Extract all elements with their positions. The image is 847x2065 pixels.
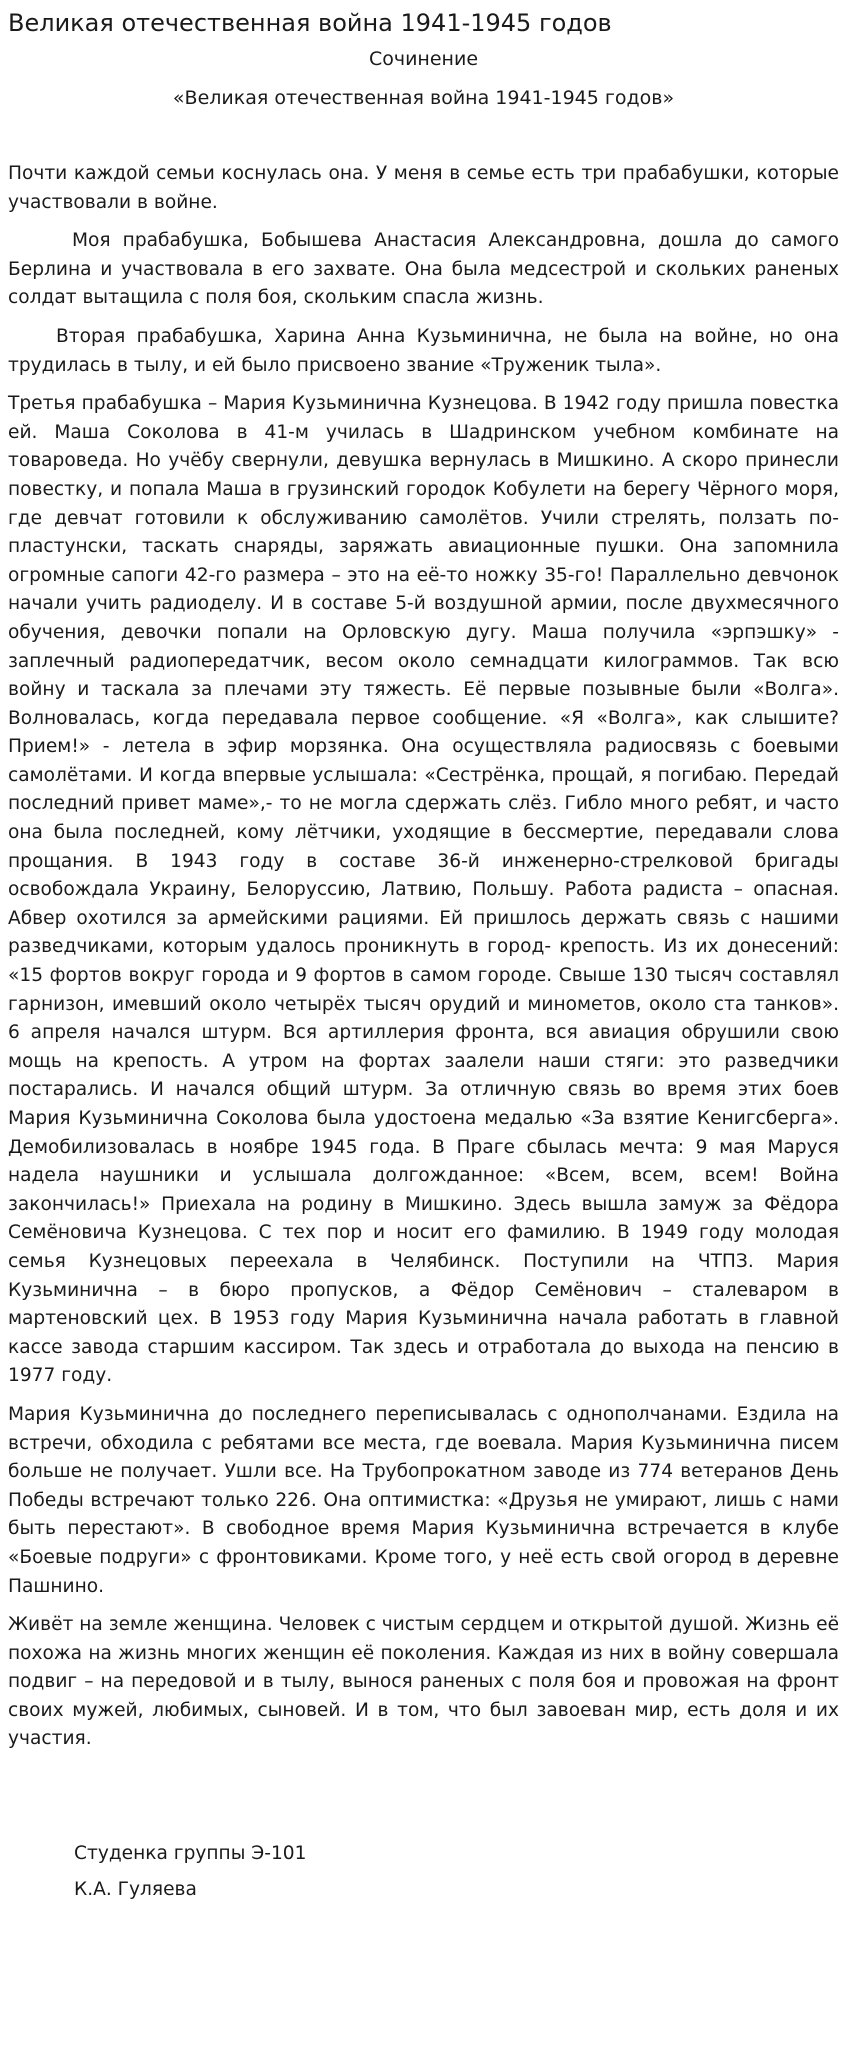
paragraph-intro: Почти каждой семьи коснулась она. У меня в семье есть три прабабушки, которые участвовали в войне.	[8, 163, 839, 213]
paragraph-third-great-grandmother: Третья прабабушка – Мария Кузьминична Кузнецова. В 1942 году пришла повестка ей. Маша Соколова в 41-м училась в Шадринском учебном комбинате на товароведа. Но учёбу свернули, девушка вернулась в Мишкино. А скоро принесли повестку, и попала Маша в грузинский городок Кобулети на берегу Чёрного моря, где девчат готовили к обслуживанию самолётов. Учили стрелять, ползать по-пластунски, таскать снаряды, заряжать авиационные пушки. Она запомнила огромные сапоги 42-го размера – это на её-то ножку 35-го! Параллельно девчонок начали учить радиоделу. И в составе 5-й воздушной армии, после двухмесячного обучения, девочки попали на Орловскую дугу. Маша получила «эрпэшку» - заплечный радиопередатчик, весом около семнадцати килограммов. Так всю войну и таскала за плечами эту тяжесть. Её первые позывные были «Волга». Волновалась, когда передавала первое сообщение. «Я «Волга», как слышите? Прием!» - летела в эфир морзянка. Она осуществляла радиосвязь с боевыми самолётами. И когда впервые услышала: «Сестрёнка, прощай, я погибаю. Передай последний привет маме»,- то не могла сдержать слёз. Гибло много ребят, и часто она была последней, кому лётчики, уходящие в бессмертие, передавали слова прощания. В 1943 году в составе 36-й инженерно-стрелковой бригады освобождала Украину, Белоруссию, Латвию, Польшу. Работа радиста – опасная. Абвер охотился за армейскими рациями. Ей пришлось держать связь с нашими разведчиками, которым удалось проникнуть в город- крепость. Из их донесений: «15 фортов вокруг города и 9 фортов в самом городе. Свыше 130 тысяч составлял гарнизон, имевший около четырёх тысяч орудий и минометов, около ста танков». 6 апреля начался штурм. Вся артиллерия фронта, вся авиация обрушили свою мощь на крепость. А утром на фортах заалели наши стяги: это разведчики постарались. И начался общий штурм. За отличную связь во время этих боев Мария Кузьминична Соколова была удостоена медалью «За взятие Кенигсберга». Демобилизовалась в ноябре 1945 года. В Праге сбылась мечта: 9 мая Маруся надела наушники и услышала долгожданное: «Всем, всем, всем! Война закончилась!» Приехала на родину в Мишкино. Здесь вышла замуж за Фёдора Семёновича Кузнецова. С тех пор и носит его фамилию. В 1949 году молодая семья Кузнецовых переехала в Челябинск. Поступили на ЧТПЗ. Мария Кузьминична – в бюро пропусков, а Фёдор Семёнович – сталеваром в мартеновский цех. В 1953 году Мария Кузьминична начала работать в главной кассе завода старшим кассиром. Так здесь и отработала до выхода на пенсию в 1977 году.	[8, 393, 839, 1387]
paragraph-conclusion: Живёт на земле женщина. Человек с чистым сердцем и открытой душой. Жизнь её похожа на жизнь многих женщин её поколения. Каждая из них в войну совершала подвиг – на передовой и в тылу, вынося раненых с поля боя и провожая на фронт своих мужей, любимых, сыновей. И в том, что был завоеван мир, есть доля и их участия.	[8, 1614, 840, 1750]
document-subtitle: Сочинение	[368, 48, 479, 70]
paragraph-postwar: Мария Кузьминична до последнего переписывалась с однополчанами. Ездила на встречи, обходила с ребятами все места, где воевала. Мария Кузьминична писем больше не получает. Ушли все. На Трубопрокатном заводе из 774 ветеранов День Победы встречают только 226. Она оптимистка: «Друзья не умирают, лишь с нами быть перестают». В свободное время Мария Кузьминична встречается в клубе «Боевые подруги» с фронтовиками. Кроме того, у неё есть свой огород в деревне Пашнино.	[8, 1403, 839, 1597]
paragraph-first-great-grandmother: Моя прабабушка, Бобышева Анастасия Александровна, дошла до самого Берлина и участвовала в его захвате. Она была медсестрой и скольких раненых солдат вытащила с поля боя, скольким спасла жизнь.	[8, 230, 839, 309]
essay-body	[8, 160, 839, 1764]
signature-block	[74, 1836, 306, 1908]
document-title: Великая отечественная война 1941-1945 годов	[8, 9, 612, 37]
signature-author: К.А. Гуляева	[74, 1879, 197, 1900]
paragraph-second-great-grandmother: Вторая прабабушка, Харина Анна Кузьминична, не была на войне, но она трудилась в тылу, и ей было присвоено звание «Труженик тыла».	[8, 325, 839, 376]
signature-group: Студенка группы Э-101	[74, 1843, 307, 1864]
essay-heading: «Великая отечественная война 1941-1945 годов»	[172, 87, 675, 109]
